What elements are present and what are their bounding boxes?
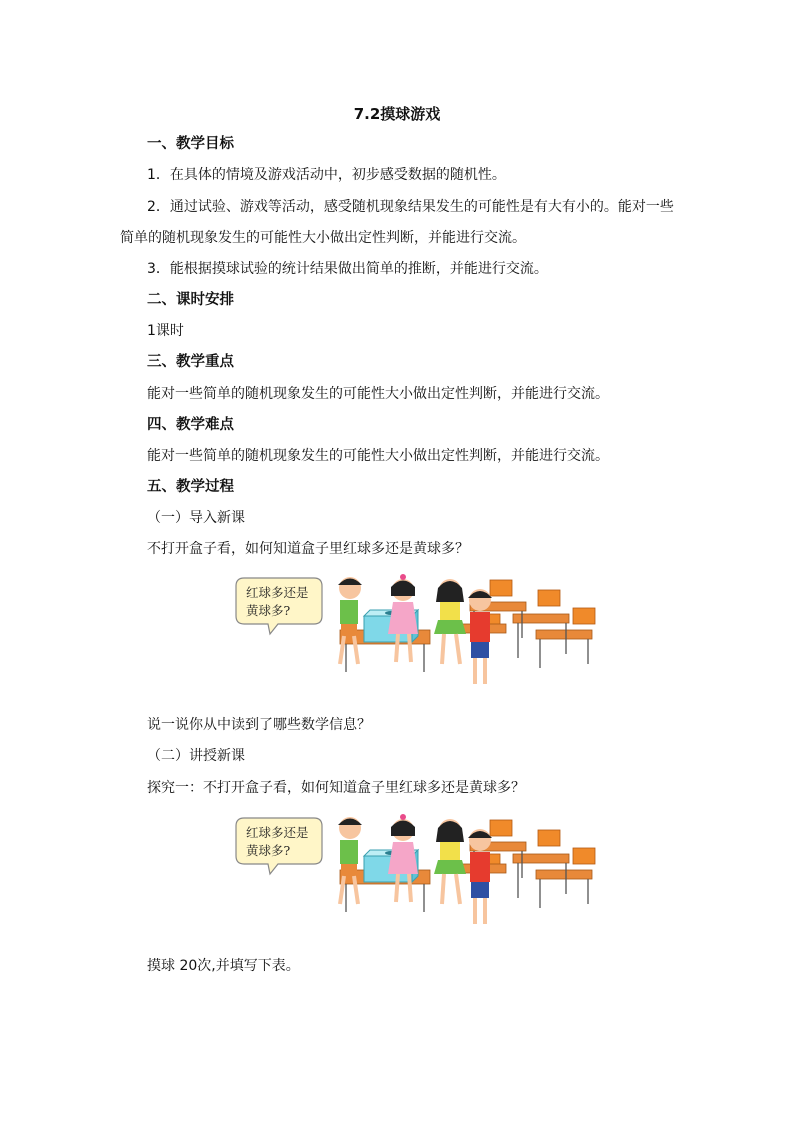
exploration-1: 探究一：不打开盒子看，如何知道盒子里红球多还是黄球多？ [147, 780, 525, 796]
child-1 [338, 577, 362, 664]
instruction-text: 摸球 20次,并填写下表。 [147, 958, 300, 974]
subheading-intro: （一）导入新课 [147, 510, 245, 526]
heading-process: 五、教学过程 [147, 479, 234, 495]
doc-title: 7.2摸球游戏 [353, 105, 441, 123]
difficulties-text: 能对一些简单的随机现象发生的可能性大小做出定性判断，并能进行交流。 [147, 448, 609, 464]
goal-3: 3．能根据摸球试验的统计结果做出简单的推断，并能进行交流。 [147, 261, 548, 277]
speech-bubble-1 [236, 578, 322, 634]
classroom-illustration-2 [228, 812, 608, 932]
heading-difficulties: 四、教学难点 [147, 417, 234, 433]
child-2 [388, 574, 418, 662]
goal-2-line-1: 2．通过试验、游戏等活动，感受随机现象结果发生的可能性是有大有小的。能对一些 [147, 199, 674, 215]
bubble-2-line-1: 红球多还是 [246, 825, 309, 840]
heading-key-points: 三、教学重点 [147, 354, 234, 370]
child-3 [434, 579, 466, 664]
heading-schedule: 二、课时安排 [147, 292, 234, 308]
bubble-1-line-1: 红球多还是 [246, 585, 309, 600]
key-points-text: 能对一些简单的随机现象发生的可能性大小做出定性判断，并能进行交流。 [147, 386, 609, 402]
bubble-2-line-2: 黄球多? [246, 843, 291, 858]
subheading-new-lesson: （二）讲授新课 [147, 748, 245, 764]
question-1: 不打开盒子看，如何知道盒子里红球多还是黄球多？ [147, 541, 469, 557]
speech-bubble-2 [236, 818, 322, 874]
schedule-text: 1课时 [147, 323, 184, 339]
child-4 [468, 589, 492, 684]
goal-2-line-2: 简单的随机现象发生的可能性大小做出定性判断，并能进行交流。 [120, 230, 526, 246]
heading-teaching-goals: 一、教学目标 [147, 136, 234, 152]
bubble-1-line-2: 黄球多? [246, 603, 291, 618]
goal-1: 1．在具体的情境及游戏活动中，初步感受数据的随机性。 [147, 167, 506, 183]
classroom-illustration-1 [228, 572, 608, 692]
discussion-prompt: 说一说你从中读到了哪些数学信息？ [147, 717, 371, 733]
